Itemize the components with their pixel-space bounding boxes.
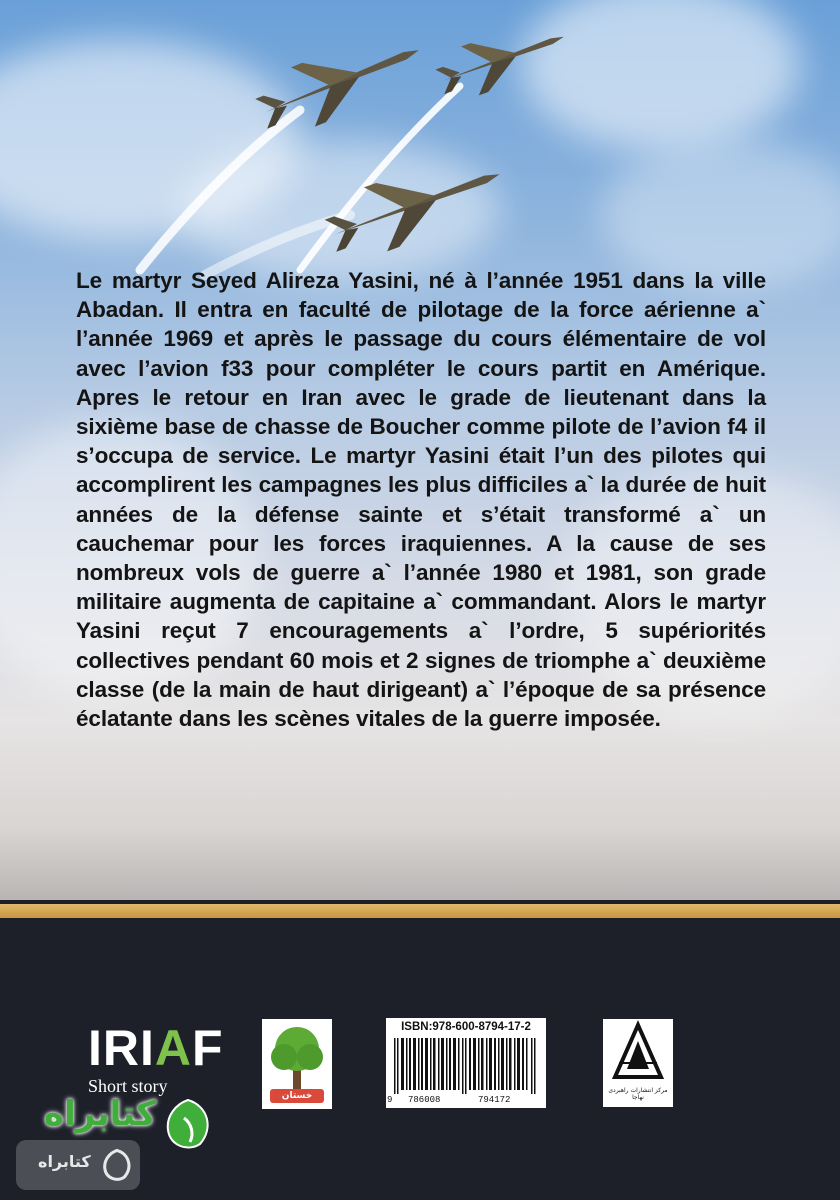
isbn-label: ISBN:978-600-8794-17-2 xyxy=(401,1021,531,1033)
aircraft-emblem-icon xyxy=(603,1019,673,1089)
ketabrah-watermark xyxy=(10,1090,215,1200)
watermark-text-small: کتابراه xyxy=(38,1152,91,1171)
iriaf-logo-text: IRIAF xyxy=(88,1020,224,1076)
publisher-logo xyxy=(603,1019,673,1107)
publisher-tree-logo xyxy=(262,1019,332,1109)
tree-logo-caption: خستان xyxy=(281,1091,313,1101)
iriaf-series-logo xyxy=(88,1020,224,1100)
ketabrah-leaf-small-icon xyxy=(100,1148,134,1182)
barcode-bars xyxy=(394,1038,538,1094)
gold-divider-band xyxy=(0,904,840,918)
back-cover-blurb: Le martyr Seyed Alireza Yasini, né à l’année 1951 dans la ville Abadan. Il entra en faculté de pilotage de la force aérienne a` l’année 1969 et après le passage du cours élémentaire de vol avec l’avion f33 pour compléter le cours partit en Amérique. Apres le retour en Iran avec le grade de lieutenant dans la sixième base de chasse de Boucher comme pilote de l’avion f4 il s’occupa de service. Le martyr Yasini était l’un des pilotes qui accomplirent les campagnes les plus difficiles a` la durée de huit années de la défense sainte et s’était transformé a` un cauchemar pour les forces iraquiennes. A la cause de ses nombreux vols de guerre a` l’année 1980 et 1981, son grade militaire augmenta de capitaine a` commandant. Alors le martyr Yasini reçut 7 encouragements a` l’ordre, 5 supériorités collectives pendant 60 mois et 2 signes de triomphe a` deuxième classe (de la main de haut dirigeant) a` l’époque de sa présence éclatante dans les scènes vitales de la guerre imposée. xyxy=(76,268,766,732)
series-subtitle: Short story xyxy=(88,1076,168,1096)
isbn-barcode: ISBN:978-600-8794-17-2 9 786008 794172 xyxy=(386,1018,546,1108)
publisher-caption: مرکز انتشارات راهبردی نهاجا xyxy=(608,1087,668,1101)
watermark-text: کتابراه xyxy=(44,1094,157,1134)
ketabrah-leaf-icon xyxy=(160,1096,216,1152)
